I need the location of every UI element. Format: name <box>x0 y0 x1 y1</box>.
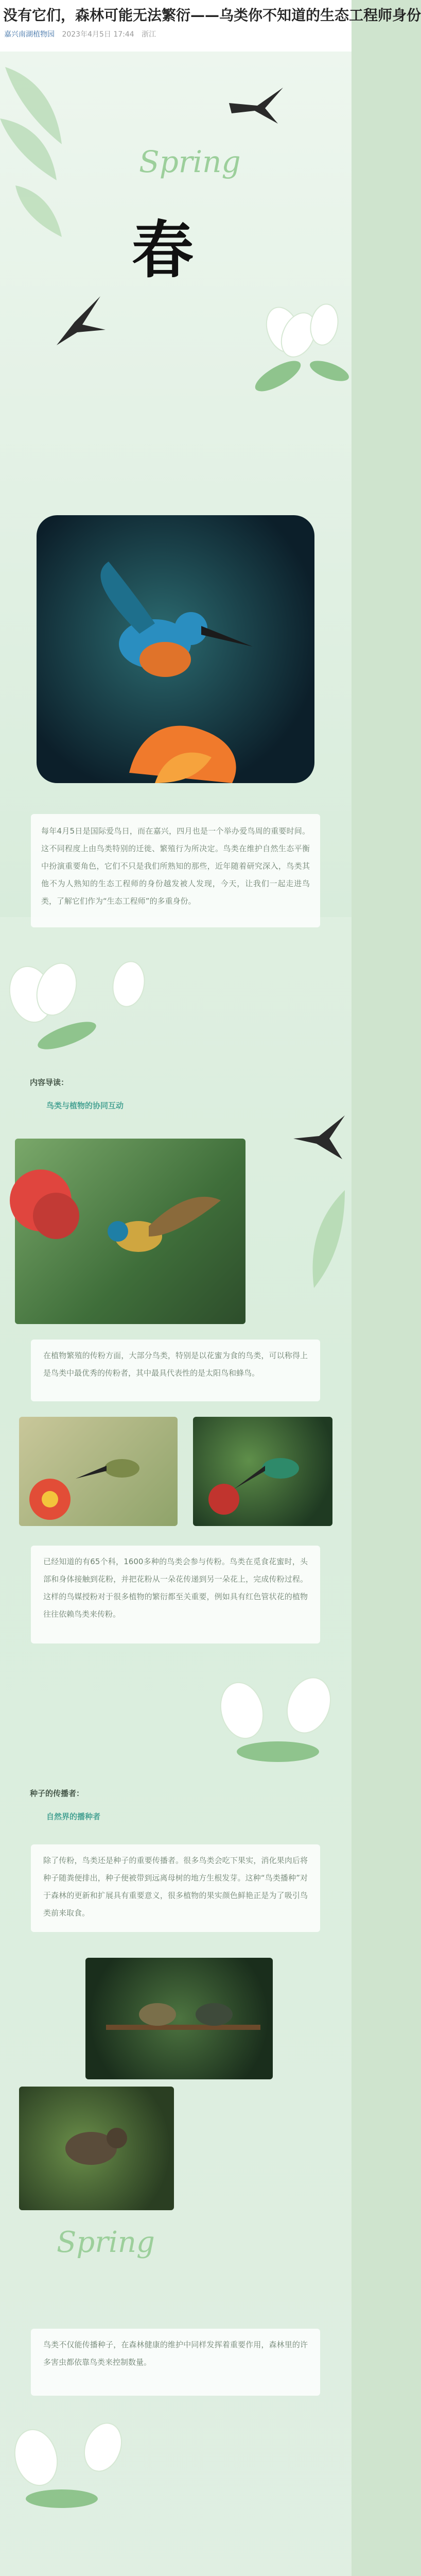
magnolia-flower-icon <box>0 948 170 1051</box>
section1-label: 内容导读： <box>30 1078 69 1087</box>
thrush-photo <box>19 2087 174 2210</box>
article-title: 没有它们，森林可能无法繁衍——乌类你不知道的生态工程师身份 <box>3 7 421 24</box>
section1-card2 <box>31 1546 320 1643</box>
swallow-icon <box>226 82 288 129</box>
leaf-decoration-icon <box>268 1185 352 1319</box>
section2-card <box>31 1844 320 1932</box>
section1-text2: 已经知道的有65个科，1600多种的鸟类会参与传粉。鸟类在觅食花蜜时，头部和身体接触到花粉，并把花粉从一朵花传递到另一朵花上，完成传粉过程。这样的鸟媒授粉对于很多植物的繁衍都至关重要，例如具有红色管状花的植物往往依赖鸟类来传粉。 <box>43 1557 308 1619</box>
hummingbird-photo <box>19 1417 178 1526</box>
kingfisher-illustration <box>37 515 314 783</box>
section1-title: 鸟类与植物的协同互动 <box>46 1101 124 1110</box>
magnolia-flower-icon <box>242 299 352 402</box>
spring-script-title: Spring <box>139 144 241 179</box>
section3-intro-text: 鸟类不仅能传播种子，在森林健康的维护中同样发挥着重要作用，森林里的许多害虫都依靠鸟类来控制数量。 <box>43 2340 308 2367</box>
publish-date: 2023年4月5日 17:44 <box>62 30 134 39</box>
bird-branch-illustration <box>85 1958 273 2079</box>
magnolia-flower-icon <box>180 1664 352 1767</box>
green-hummingbird-illustration <box>193 1417 332 1526</box>
spring-character: 春 <box>132 214 194 286</box>
section2-title: 自然界的播种者 <box>46 1812 101 1821</box>
kingfisher-photo <box>37 515 314 783</box>
spring-script-section3: Spring <box>57 2226 155 2259</box>
intro-card <box>31 814 320 927</box>
magnolia-flower-icon <box>0 2411 154 2514</box>
green-hummingbird-photo <box>193 1417 332 1526</box>
swallow-icon <box>51 294 108 350</box>
section1-card1 <box>31 1340 320 1401</box>
thrush-illustration <box>19 2087 174 2210</box>
intro-text: 每年4月5日是国际爱鸟日，而在嘉兴，四月也是一个举办爱鸟周的重要时间。这不同程度上由鸟类特别的迁徙、繁殖行为所决定。鸟类在维护自然生态平衡中扮演重要角色，它们不只是我们所熟知的那些，近年随着研究深入，鸟类其他不为人熟知的生态工程师的身份越发被人发现，今天，让我们一起走进鸟类，了解它们作为“生态工程师”的多重身份。 <box>41 826 310 906</box>
section1-text1: 在植物繁殖的传粉方面，大部分鸟类，特别是以花蜜为食的鸟类，可以称得上是鸟类中最优秀的传粉者，其中最具代表性的是太阳鸟和蜂鸟。 <box>43 1351 308 1378</box>
publish-location: 浙江 <box>142 30 156 39</box>
article-header <box>0 0 421 52</box>
section3-intro-card <box>31 2329 320 2396</box>
hummingbird-illustration <box>19 1417 178 1526</box>
account-name-link[interactable]: 嘉兴南湖植物园 <box>4 30 55 39</box>
article-meta <box>4 29 156 39</box>
leaf-decoration-icon <box>0 57 103 242</box>
sunbird-illustration <box>15 1139 245 1324</box>
bird-branch-photo <box>85 1958 273 2079</box>
section2-text: 除了传粉，鸟类还是种子的重要传播者。很多鸟类会吃下果实，消化果肉后将种子随粪便排出，种子便被带到远离母树的地方生根发芽。这种“鸟类播种”对于森林的更新和扩展具有重要意义，很多植物的果实颜色鲜艳正是为了吸引鸟类前来取食。 <box>43 1856 308 1918</box>
section2-label: 种子的传播者： <box>30 1789 84 1798</box>
swallow-icon <box>288 1108 350 1170</box>
sunbird-photo <box>15 1139 245 1324</box>
